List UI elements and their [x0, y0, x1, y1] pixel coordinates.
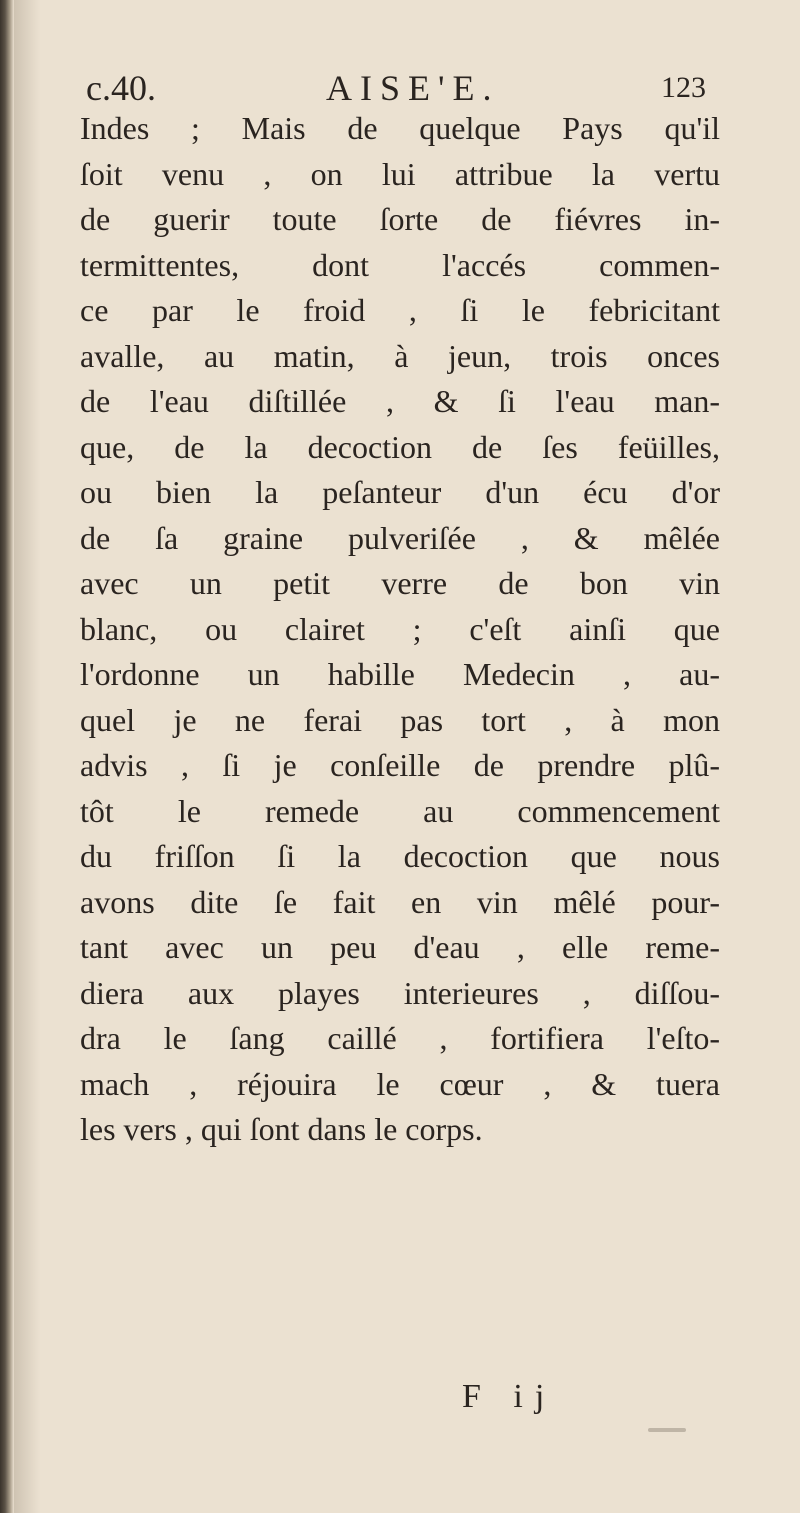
running-title: AISE'E.	[326, 68, 500, 108]
text-line: avalle, au matin, à jeun, trois onces	[80, 337, 720, 374]
text-line: tôt le remede au commencement	[80, 792, 720, 829]
text-line: l'ordonne un habille Medecin , au-	[80, 656, 720, 692]
chapter-reference: c.40.	[86, 68, 156, 108]
text-line: ou bien la peſanteur d'un écu d'or	[80, 474, 720, 510]
text-line: quel je ne ferai pas tort , à mon	[80, 701, 720, 738]
text-line: tant avec un peu d'eau , elle reme-	[80, 929, 720, 965]
text-line: advis , ſi je conſeille de prendre plû-	[80, 747, 720, 783]
text-line: dra le ſang caillé , fortifiera l'eſto-	[80, 1020, 720, 1056]
body-text	[80, 106, 720, 1153]
text-line: de l'eau diſtillée , & ſi l'eau man-	[80, 383, 720, 419]
ink-smudge	[648, 1428, 686, 1432]
signature-mark: F ij	[462, 1378, 557, 1415]
text-line: avec un petit verre de bon vin	[80, 565, 720, 601]
text-line-last: les vers , qui ſont dans le corps.	[80, 1111, 483, 1147]
text-line: de guerir toute ſorte de fiévres in-	[80, 201, 720, 237]
text-line: de ſa graine pulveriſée , & mêlée	[80, 519, 720, 556]
text-line: mach , réjouira le cœur , & tuera	[80, 1065, 720, 1102]
text-line: ſoit venu , on lui attribue la vertu	[80, 155, 720, 192]
text-line: avons dite ſe fait en vin mêlé pour-	[80, 883, 720, 920]
page-number: 123	[661, 71, 706, 104]
text-line: termittentes, dont l'accés commen-	[80, 246, 720, 283]
text-line: du friſſon ſi la decoction que nous	[80, 838, 720, 874]
binding-shadow	[14, 0, 40, 1513]
book-binding-edge	[0, 0, 14, 1513]
text-line: Indes ; Mais de quelque Pays qu'il	[80, 110, 720, 146]
text-line: blanc, ou clairet ; c'eſt ainſi que	[80, 610, 720, 647]
text-line: diera aux playes interieures , diſſou-	[80, 974, 720, 1011]
text-line: ce par le froid , ſi le febricitant	[80, 292, 720, 328]
text-line: que, de la decoction de ſes feüilles,	[80, 428, 720, 465]
